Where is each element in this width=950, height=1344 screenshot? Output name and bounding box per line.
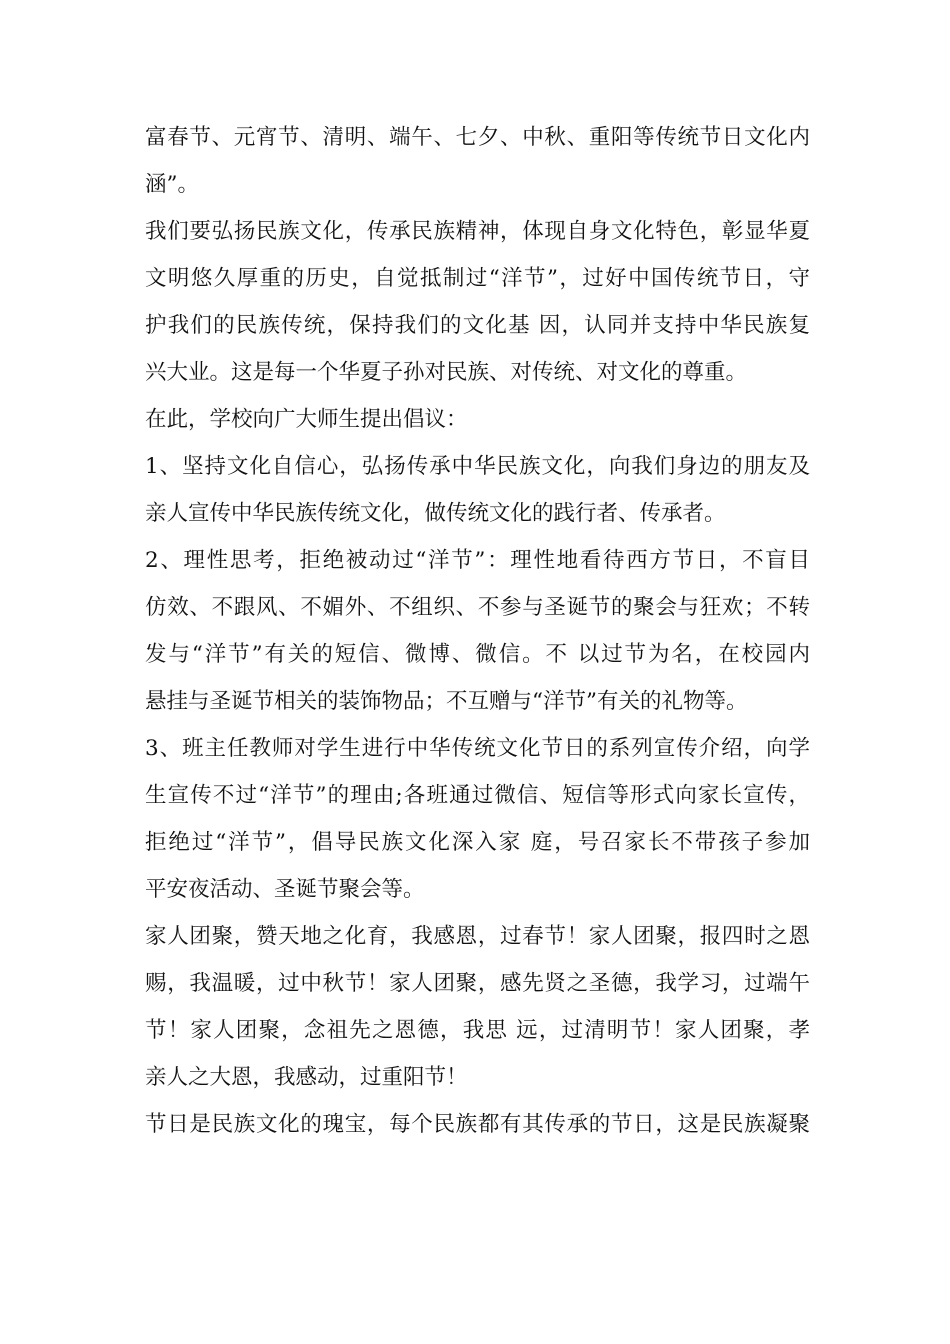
text-line: 3、班主任教师对学生进行中华传统文化节日的系列宣传介绍，向学 [145,736,810,761]
paragraph-festival-culture [145,114,810,208]
text-line: 悬挂与圣诞节相关的装饰物品；不互赠与“洋节”有关的礼物等。 [145,689,748,714]
paragraph-proposal-intro [145,396,810,443]
list-item-1 [145,443,810,537]
text-line: 富春节、元宵节、清明、端午、七夕、中秋、重阳等传统节日文化内 [145,125,810,150]
text-line: 拒绝过“洋节”，倡导民族文化深入家 庭，号召家长不带孩子参加 [145,830,810,855]
text-line: 生宣传不过“洋节”的理由;各班通过微信、短信等形式向家长宣传， [145,783,810,808]
document-body [145,114,810,1148]
list-item-3 [145,725,810,913]
list-item-2 [145,537,810,725]
text-line: 亲人之大恩，我感动，过重阳节！ [145,1065,468,1090]
paragraph-promote-culture [145,208,810,396]
text-line: 亲人宣传中华民族传统文化，做传统文化的践行者、传承者。 [145,501,726,526]
text-line: 发与“洋节”有关的短信、微博、微信。不 以过节为名，在校园内 [145,642,810,667]
text-line: 赐，我温暖，过中秋节！家人团聚，感先贤之圣德，我学习，过端午 [145,971,810,996]
text-line: 1、坚持文化自信心，弘扬传承中华民族文化，向我们身边的朋友及 [145,454,810,479]
text-line: 仿效、不跟风、不媚外、不组织、不参与圣诞节的聚会与狂欢；不转 [145,595,810,620]
text-line: 兴大业。这是每一个华夏子孙对民族、对传统、对文化的尊重。 [145,360,748,385]
text-line: 平安夜活动、圣诞节聚会等。 [145,877,425,902]
text-line: 文明悠久厚重的历史，自觉抵制过“洋节”，过好中国传统节日，守 [145,266,810,291]
text-line: 节日是民族文化的瑰宝，每个民族都有其传承的节日，这是民族凝聚 [145,1112,810,1137]
text-line: 我们要弘扬民族文化，传承民族精神，体现自身文化特色，彰显华夏 [145,219,810,244]
text-line: 家人团聚，赞天地之化育，我感恩，过春节！家人团聚，报四时之恩 [145,924,810,949]
text-line: 护我们的民族传统，保持我们的文化基 因，认同并支持中华民族复 [145,313,810,338]
text-line: 涵”。 [145,172,199,197]
paragraph-family-reunion [145,913,810,1101]
text-line: 2、理性思考，拒绝被动过“洋节”：理性地看待西方节日，不盲目 [145,548,810,573]
text-line: 节！家人团聚，念祖先之恩德，我思 远，过清明节！家人团聚，孝 [145,1018,810,1043]
text-line: 在此，学校向广大师生提出倡议： [145,407,468,432]
paragraph-festival-treasure [145,1101,810,1148]
